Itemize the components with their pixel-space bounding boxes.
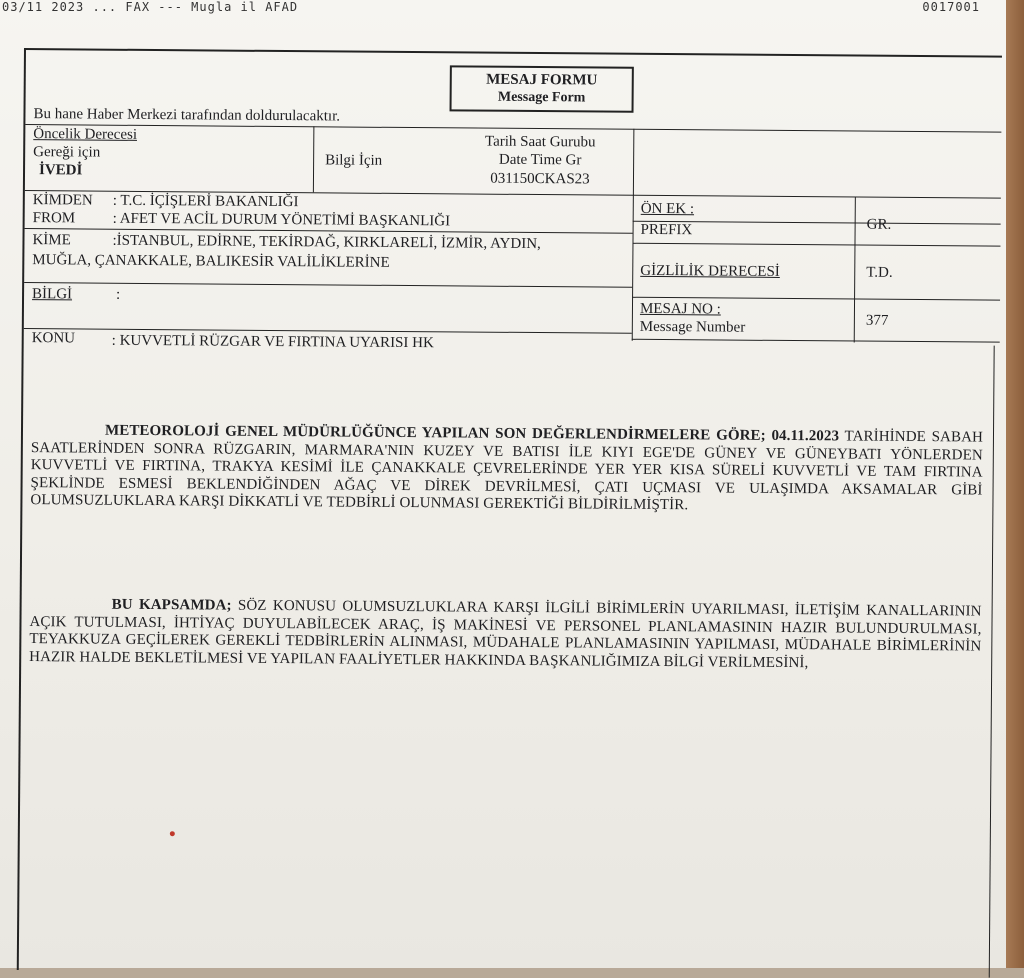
form-title-box: [450, 65, 634, 112]
to-label: KİME: [32, 232, 71, 249]
msg-no-label: MESAJ NO :: [639, 300, 721, 318]
to-line-1: :İSTANBUL, EDİRNE, TEKİRDAĞ, KIRKLARELİ, İZMİR, AYDIN,: [112, 232, 541, 253]
secrecy-value: T.D.: [866, 264, 893, 281]
form-title: MESAJ FORMU: [486, 71, 598, 89]
body-paragraph-2: [29, 596, 982, 673]
info2-label: BİLGİ: [32, 286, 73, 303]
vrule-1: [313, 126, 315, 192]
vrule-right: [989, 346, 995, 978]
dtg-label: Tarih Saat Gurubu: [484, 133, 596, 151]
action-value: İVEDİ: [38, 162, 83, 179]
fax-header-left: 03/11 2023 ... FAX --- Mugla il AFAD: [2, 0, 299, 14]
rule-8: [632, 339, 1000, 343]
subject-label: KONU: [31, 330, 76, 347]
fax-header: [0, 0, 1006, 16]
ink-spot: [170, 831, 175, 836]
paragraph-1-text: TARİHİNDE SABAH SAATLERİNDEN SONRA RÜZGARIN, MARMARA'NIN KUZEY VE BATISI İLE KIYI EGE'DE GÜNEY VE GÜNEYBATI YÖNLERDEN KUVVETLİ VE FIRTINA, TRAKYA KESİMİ İLE ÇANAKKALE ÇEVRELERİNDE YER YER KISA SÜRELİ KUVVETLİ VE TAM FIRTINA ŞEKLİNDE ESMESİ BEKLENDİĞİNDEN AĞAÇ VE DİREK DEVRİLMESİ, ÇATI UÇMASI VE ULAŞIMDA AKSAMALAR GİBİ OLUMSUZLUKLARA KARŞI DİKKATLİ VE TEDBİRLİ OLUNMASI GEREKTİĞİ BİLDİRİLMİŞTİR.: [30, 428, 984, 514]
form-note: Bu hane Haber Merkezi tarafından doldurulacaktır.: [33, 106, 341, 125]
prefix-label: ÖN EK :: [640, 200, 695, 218]
prefix-value: GR.: [866, 216, 892, 233]
dtg-value: 031150CKAS23: [490, 170, 590, 188]
from-label-en: FROM: [32, 210, 76, 227]
priority-label: Öncelik Derecesi: [33, 126, 138, 143]
message-form: [17, 48, 1002, 978]
fax-header-page-number: 0017001: [922, 0, 980, 14]
body-paragraph-1: [30, 422, 983, 517]
rule-6: [632, 297, 1000, 301]
paragraph-2-lead: BU KAPSAMDA;: [111, 596, 232, 614]
rule-4: [632, 243, 1000, 247]
info2-value: :: [116, 286, 121, 303]
secrecy-label: GİZLİLİK DERECESİ: [640, 262, 780, 280]
from-line-1: : T.C. İÇİŞLERİ BAKANLIĞI: [112, 192, 299, 211]
prefix-label-en: PREFIX: [640, 221, 693, 239]
action-label: Gereği için: [33, 144, 101, 161]
paragraph-2-text: SÖZ KONUSU OLUMSUZLUKLARA KARŞI İLGİLİ BİRİMLERİN UYARILMASI, İLETİŞİM KANALLARININ AÇIK TUTULMASI, İHTİYAÇ DUYULABİLECEK ARAÇ, İŞ MAKİNESİ VE PERSONEL PLANLAMASININ HAZIR BULUNDURULMASI, TEYAKKUZA GEÇİLEREK GEREKLİ TEDBİRLERİN ALINMASI, MÜDAHALE PLANLAMASININ YAPILMASI, MÜDAHALE BİRİMLERİNİN HAZIR HALDE BEKLETİLMESİ VE YAPILAN FAALİYETLER HAKKINDA BAŞKANLIĞIMIZA BİLGİ VERİLMESİNİ,: [29, 597, 982, 671]
to-line-2: MUĞLA, ÇANAKKALE, BALIKESİR VALİLİKLERİNE: [32, 252, 390, 271]
from-line-2: : AFET VE ACİL DURUM YÖNETİMİ BAŞKANLIĞI: [112, 210, 451, 230]
msg-no-label-en: Message Number: [639, 318, 746, 336]
info-label: Bilgi İçin: [325, 152, 383, 169]
subject-value: : KUVVETLİ RÜZGAR VE FIRTINA UYARISI HK: [111, 332, 434, 352]
vrule-3: [854, 197, 856, 343]
rule-1: [25, 124, 1001, 133]
from-label: KİMDEN: [32, 192, 93, 209]
paragraph-1-lead: METEOROLOJİ GENEL MÜDÜRLÜĞÜNCE YAPILAN SON DEĞERLENDİRMELERE GÖRE; 04.11.2023: [104, 422, 840, 445]
wood-background: [1006, 0, 1024, 968]
msg-no-value: 377: [865, 312, 889, 329]
form-title-en: Message Form: [497, 89, 586, 106]
dtg-label-en: Date Time Gr: [498, 151, 582, 169]
